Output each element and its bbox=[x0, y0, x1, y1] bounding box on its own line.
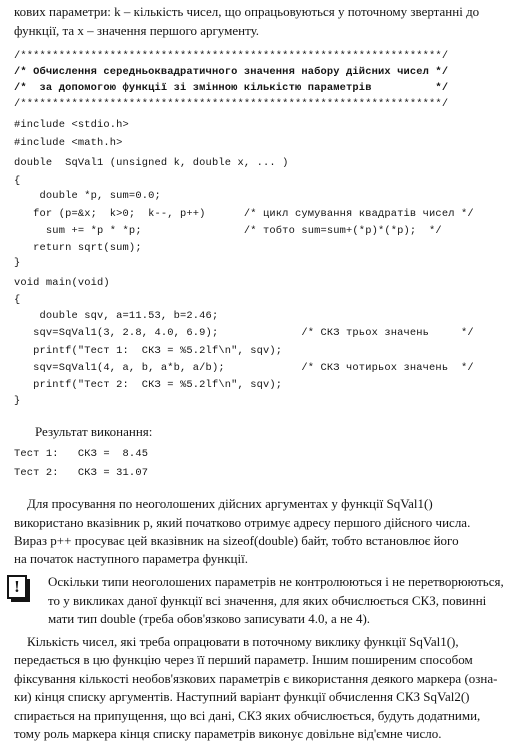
code-line-function-signature: double SqVal1 (unsigned k, double x, ... ) bbox=[14, 157, 289, 169]
code-comment-line: /******************************************************************/ bbox=[14, 50, 449, 62]
code-line: double *p, sum=0.0; bbox=[14, 190, 161, 202]
warning-note-line: то у викликах даної функції всі значення, для яких обчислюється СКЗ, повинні bbox=[48, 593, 487, 608]
paragraph-line: ки) кінця списку аргументів. Наступний варіант функції обчислення СКЗ SqVal2() bbox=[14, 689, 470, 704]
code-line: for (p=&x; k>0; k--, p++) /* цикл сумування квадратів чисел */ bbox=[14, 208, 474, 220]
code-line: sqv=SqVal1(3, 2.8, 4.0, 6.9); /* СКЗ трьох значень */ bbox=[14, 327, 474, 339]
code-line: { bbox=[14, 175, 21, 187]
warning-exclamation-icon: ! bbox=[7, 575, 27, 599]
paragraph-line: фіксування кількості необов'язкових параметрів є використання деякого маркера (озна- bbox=[14, 671, 498, 686]
result-output-line: Тест 2: СКЗ = 31.07 bbox=[14, 467, 149, 479]
code-line: printf("Тест 2: СКЗ = %5.2lf\n", sqv); bbox=[14, 379, 283, 391]
code-comment-line: /* за допомогою функції зі змінною кількістю параметрів */ bbox=[14, 82, 449, 94]
code-line: } bbox=[14, 395, 21, 407]
paragraph-line: Кількість чисел, які треба опрацювати в поточному виклику функції SqVal1(), bbox=[14, 634, 459, 649]
code-line: } bbox=[14, 257, 21, 269]
paragraph-line: використано вказівник p, який початково отримує адресу першого дійсного числа. bbox=[14, 515, 471, 530]
code-line: #include <stdio.h> bbox=[14, 119, 129, 131]
code-line: sum += *p * *p; /* тобто sum=sum+(*p)*(*p); */ bbox=[14, 225, 442, 237]
paragraph-line: спирається на припущення, що всі дані, СКЗ яких обчислюється, будуть додатними, bbox=[14, 708, 481, 723]
paragraph-line: тому роль маркера кінця списку параметрів виконує довільне від'ємне число. bbox=[14, 726, 442, 741]
intro-line: функції, та x – значення першого аргументу. bbox=[14, 23, 260, 38]
code-line: printf("Тест 1: СКЗ = %5.2lf\n", sqv); bbox=[14, 345, 283, 357]
code-comment-line: /* Обчислення середньоквадратичного значення набору дійсних чисел */ bbox=[14, 66, 449, 78]
code-line: sqv=SqVal1(4, a, b, a*b, a/b); /* СКЗ чотирьох значень */ bbox=[14, 362, 474, 374]
code-line-main-signature: void main(void) bbox=[14, 277, 110, 289]
paragraph-line: Для просування по неоголошених дійсних аргументах у функції SqVal1() bbox=[14, 496, 433, 511]
paragraph-line: передається в цю функцію через її перший параметр. Іншим поширеним способом bbox=[14, 652, 473, 667]
code-line: { bbox=[14, 294, 21, 306]
result-output-line: Тест 1: СКЗ = 8.45 bbox=[14, 448, 149, 460]
warning-note-line: Оскільки типи неоголошених параметрів не контролюються і не перетворюються, bbox=[48, 574, 504, 589]
intro-line: кових параметри: k – кількість чисел, що опрацьовуються у поточному звертанні до bbox=[14, 4, 480, 19]
code-comment-line: /******************************************************************/ bbox=[14, 98, 449, 110]
code-line: return sqrt(sum); bbox=[14, 242, 142, 254]
paragraph-line: Вираз p++ просуває цей вказівник на sizeof(double) байт, тобто встановлює його bbox=[14, 533, 459, 548]
warning-note-line: мати тип double (треба обов'язково записувати 4.0, а не 4). bbox=[48, 611, 371, 626]
code-line: double sqv, a=11.53, b=2.46; bbox=[14, 310, 219, 322]
code-line: #include <math.h> bbox=[14, 137, 123, 149]
paragraph-line: на початок наступного параметра функції. bbox=[14, 551, 248, 566]
result-heading: Результат виконання: bbox=[35, 424, 153, 439]
